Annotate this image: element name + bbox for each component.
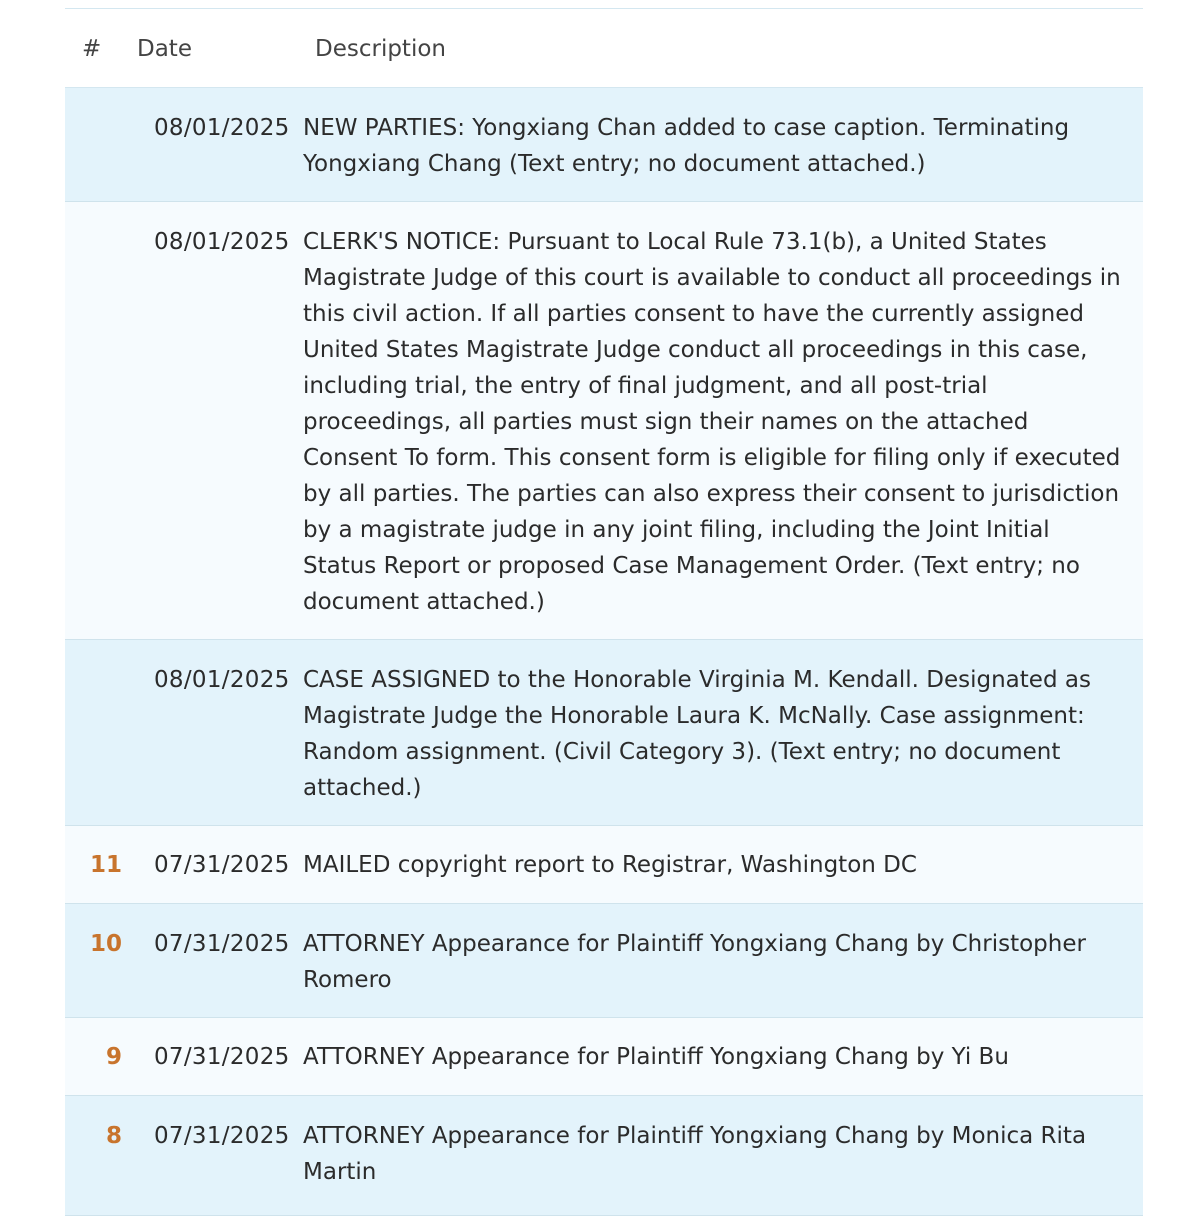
header-description: Description xyxy=(315,36,446,62)
doc-number[interactable]: 11 xyxy=(89,852,122,878)
table-row xyxy=(65,88,1143,202)
entry-date: 08/01/2025 xyxy=(154,229,290,255)
entry-date: 07/31/2025 xyxy=(154,931,290,957)
entry-date: 08/01/2025 xyxy=(154,667,290,693)
table-header xyxy=(65,9,1143,88)
entry-description: ATTORNEY Appearance for Plaintiff Yongxiang Chang by Monica Rita Martin xyxy=(303,1123,1087,1185)
header-number: # xyxy=(82,36,102,62)
entry-date: 07/31/2025 xyxy=(154,1044,290,1070)
table-row xyxy=(65,640,1143,826)
entry-description: ATTORNEY Appearance for Plaintiff Yongxiang Chang by Christopher Romero xyxy=(303,931,1086,993)
table-row xyxy=(65,1096,1143,1216)
entry-description: MAILED copyright report to Registrar, Washington DC xyxy=(303,852,917,878)
entry-date: 07/31/2025 xyxy=(154,852,290,878)
header-date: Date xyxy=(137,36,192,62)
table-row xyxy=(65,904,1143,1018)
entry-date: 07/31/2025 xyxy=(154,1123,290,1149)
entry-description: CASE ASSIGNED to the Honorable Virginia M. Kendall. Designated as Magistrate Judge the Honorable Laura K. McNally. Case assignment: Random assignment. (Civil Category 3). (Text entry; no document attached.) xyxy=(303,667,1091,801)
table-row xyxy=(65,202,1143,640)
docket-table xyxy=(65,8,1143,1216)
entry-description: ATTORNEY Appearance for Plaintiff Yongxiang Chang by Yi Bu xyxy=(303,1044,1009,1070)
table-row xyxy=(65,1018,1143,1096)
doc-number[interactable]: 9 xyxy=(105,1044,122,1070)
entry-date: 08/01/2025 xyxy=(154,115,290,141)
doc-number[interactable]: 10 xyxy=(89,931,122,957)
entry-description: CLERK'S NOTICE: Pursuant to Local Rule 73.1(b), a United States Magistrate Judge of this court is available to conduct all proceedings in this civil action. If all parties consent to have the currently assigned United States Magistrate Judge conduct all proceedings in this case, including trial, the entry of final judgment, and all post-trial proceedings, all parties must sign their names on the attached Consent To form. This consent form is eligible for filing only if executed by all parties. The parties can also express their consent to jurisdiction by a magistrate judge in any joint filing, including the Joint Initial Status Report or proposed Case Management Order. (Text entry; no document attached.) xyxy=(303,229,1121,615)
doc-number[interactable]: 8 xyxy=(105,1123,122,1149)
entry-description: NEW PARTIES: Yongxiang Chan added to case caption. Terminating Yongxiang Chang (Text entry; no document attached.) xyxy=(303,115,1070,177)
table-row xyxy=(65,826,1143,904)
